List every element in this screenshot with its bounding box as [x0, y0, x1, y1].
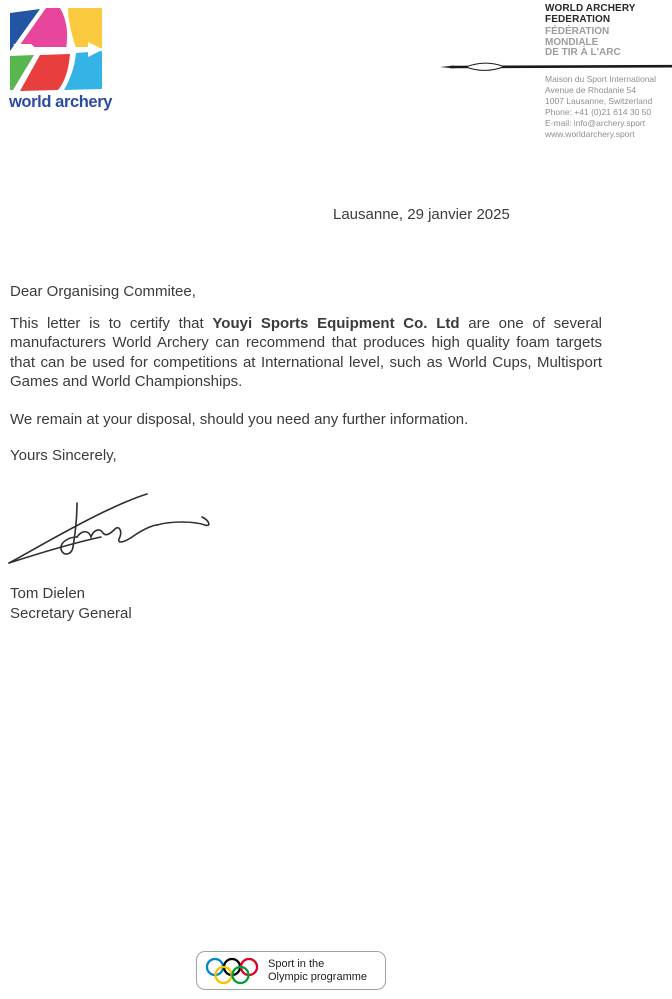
olympic-rings-icon	[205, 956, 261, 986]
valediction: Yours Sincerely,	[10, 447, 117, 464]
org-name-fr-line1: FÉDÉRATION	[545, 26, 610, 37]
company-name: Youyi Sports Equipment Co. Ltd	[212, 315, 460, 332]
certification-paragraph	[10, 314, 602, 391]
paragraph-prefix: This letter is to certify that	[10, 315, 213, 332]
address-line1: Maison du Sport International	[545, 74, 657, 84]
signer-name: Tom Dielen	[10, 585, 86, 602]
olympic-badge-text	[268, 958, 367, 983]
address-block	[545, 74, 656, 140]
address-email: E-mail: info@archery.sport	[545, 118, 646, 128]
olympic-programme-badge	[196, 951, 386, 990]
olympic-badge-line2: Olympic programme	[268, 970, 368, 983]
closing-line: We remain at your disposal, should you need any further information.	[10, 411, 469, 428]
address-website: www.worldarchery.sport	[545, 129, 635, 139]
address-line2: Avenue de Rhodanie 54	[545, 85, 637, 95]
address-phone: Phone: +41 (0)21 614 30 50	[545, 107, 652, 117]
org-name-fr-line3: DE TIR À L'ARC	[545, 47, 621, 58]
org-name-en	[545, 4, 636, 25]
signature-block	[10, 584, 132, 623]
org-name-en-line1: WORLD ARCHERY	[545, 3, 636, 14]
world-archery-logo-icon	[10, 8, 102, 91]
paragraph-suffix: are one of several manufacturers World Archery can recommend that produces high quality foam targets that can be used for competitions at International level, such as World Cups, Multisport Games and World Championships.	[10, 315, 602, 390]
dateline: Lausanne, 29 janvier 2025	[333, 206, 510, 223]
salutation: Dear Organising Commitee,	[10, 283, 196, 300]
signer-title: Secretary General	[10, 604, 132, 622]
signature-image	[5, 487, 215, 572]
address-line3: 1007 Lausanne, Switzerland	[545, 96, 653, 106]
org-name-fr	[545, 27, 621, 59]
org-name-fr-line2: MONDIALE	[545, 36, 599, 48]
logo-wordmark: world archery	[9, 93, 113, 111]
olympic-badge-line1: Sport in the	[268, 958, 325, 970]
letterhead-arrow-icon	[440, 59, 672, 75]
org-name-en-line2: FEDERATION	[545, 13, 611, 25]
